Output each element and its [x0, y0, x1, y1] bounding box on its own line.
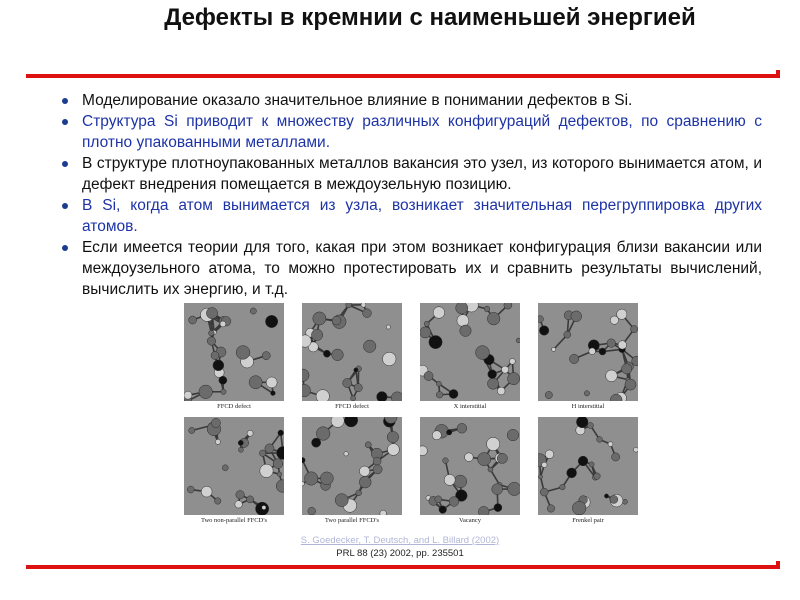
figure-caption: FFCD defect [217, 403, 251, 410]
lattice-drawing [302, 303, 402, 401]
lattice-image [184, 417, 284, 515]
figure-x-interstitial [420, 303, 520, 410]
bullet-text: В структуре плотноупакованных металлов вакансия это узел, из которого вынимается атом, и дефект внедрения помещается в междоузельную позицию. [82, 155, 762, 193]
lattice-drawing [538, 303, 638, 401]
slide-title: Дефекты в кремнии с наименьшей энергией [164, 4, 696, 31]
bottom-divider-end [776, 561, 780, 569]
reference-authors-link[interactable]: S. Goedecker, T. Deutsch, and L. Billard (2002) [300, 535, 500, 546]
figure-caption: X interstitial [453, 403, 487, 410]
figure-caption: Vacancy [458, 517, 481, 524]
bullet-dot-icon [62, 98, 68, 104]
bullet-text: Если имеется теории для того, какая при этом возникает конфигурация близи вакансии или междоузельного атома, то можно протестировать их и сравнить результаты вычислений, вычислить их энергию, и т.д. [82, 239, 762, 298]
lattice-drawing [420, 303, 520, 401]
lattice-image [538, 417, 638, 515]
lattice-drawing [184, 303, 284, 401]
lattice-image [302, 417, 402, 515]
top-divider [26, 74, 780, 78]
figure-caption: Two non-parallel FFCD's [200, 517, 268, 524]
lattice-image [184, 303, 284, 401]
lattice-image [420, 303, 520, 401]
lattice-image [538, 303, 638, 401]
lattice-image [420, 417, 520, 515]
top-divider-end [776, 70, 780, 78]
reference-journal: PRL 88 (23) 2002, pp. 235501 [336, 548, 464, 559]
lattice-drawing [420, 417, 520, 515]
figure-caption: Two parallel FFCD's [324, 517, 380, 524]
lattice-drawing [538, 417, 638, 515]
figure-caption: FFCD defect [335, 403, 369, 410]
figure-ffcd-defect-2 [302, 303, 402, 410]
bullet-dot-icon [62, 161, 68, 167]
bullet-item [60, 195, 762, 237]
lattice-image [302, 303, 402, 401]
figure-frenkel-pair [538, 417, 638, 524]
figure-caption: H interstitial [571, 403, 605, 410]
figure-ffcd-defect-1 [184, 303, 284, 410]
bullet-text: Моделирование оказало значительное влияние в понимании дефектов в Si. [82, 92, 633, 109]
bottom-divider [26, 565, 780, 569]
lattice-drawing [184, 417, 284, 515]
bullet-item [60, 90, 762, 111]
bullet-dot-icon [62, 203, 68, 209]
lattice-drawing [302, 417, 402, 515]
bullet-list [60, 90, 762, 300]
bullet-dot-icon [62, 245, 68, 251]
bullet-item [60, 153, 762, 195]
figure-two-non-parallel-ffcd [184, 417, 284, 524]
figure-h-interstitial [538, 303, 638, 410]
bullet-item [60, 111, 762, 153]
bullet-dot-icon [62, 119, 68, 125]
bullet-text: В Si, когда атом вынимается из узла, возникает значительная перегруппировка других атомов. [82, 197, 762, 235]
figure-vacancy [420, 417, 520, 524]
figure-two-parallel-ffcd [302, 417, 402, 524]
bullet-text: Структура Si приводит к множеству различных конфигураций дефектов, по сравнению с плотно упакованными металлами. [82, 113, 762, 151]
bullet-item [60, 237, 762, 300]
figure-caption: Frenkel pair [572, 517, 604, 524]
